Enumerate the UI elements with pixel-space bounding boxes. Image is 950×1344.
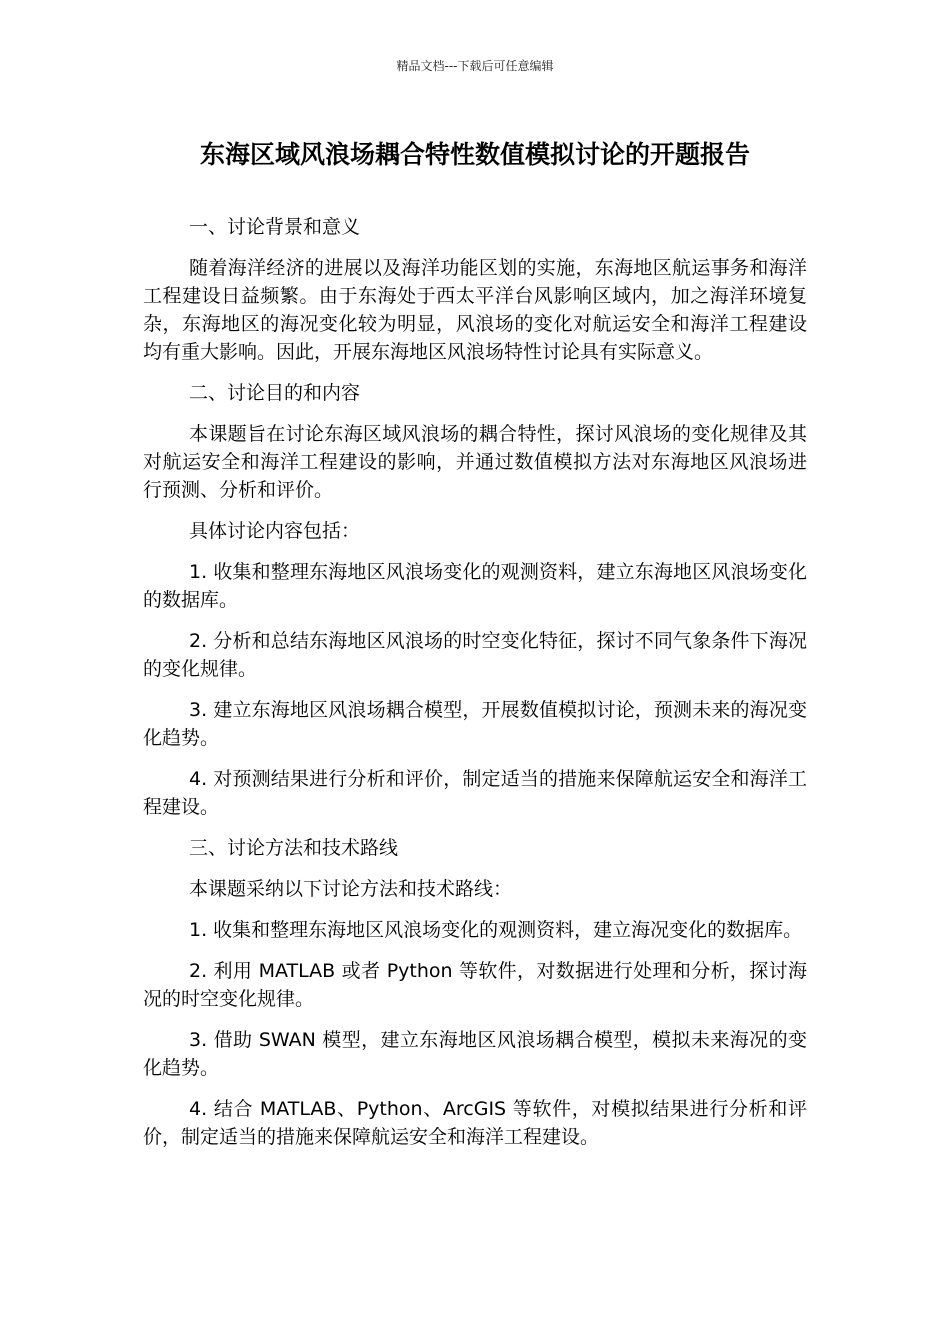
section-2-item-4: 4. 对预测结果进行分析和评价，制定适当的措施来保障航运安全和海洋工程建设。 [143, 768, 807, 818]
section-3-item-3: 3. 借助 SWAN 模型，建立东海地区风浪场耦合模型，模拟未来海况的变化趋势。 [143, 1029, 807, 1079]
section-3-item-4: 4. 结合 MATLAB、Python、ArcGIS 等软件，对模拟结果进行分析和评价，制定适当的措施来保障航运安全和海洋工程建设。 [143, 1098, 807, 1148]
document-body [143, 213, 807, 1164]
section-2-heading: 二、讨论目的和内容 [189, 382, 361, 404]
section-3-intro: 本课题采纳以下讨论方法和技术路线： [189, 878, 513, 900]
section-1-heading: 一、讨论背景和意义 [189, 216, 361, 238]
section-2-paragraph: 本课题旨在讨论东海区域风浪场的耦合特性，探讨风浪场的变化规律及其对航运安全和海洋工程建设的影响，并通过数值模拟方法对东海地区风浪场进行预测、分析和评价。 [143, 423, 807, 501]
section-3-item-1: 1. 收集和整理东海地区风浪场变化的观测资料，建立海况变化的数据库。 [189, 919, 803, 941]
section-3-item-2: 2. 利用 MATLAB 或者 Python 等软件，对数据进行处理和分析，探讨海况的时空变化规律。 [143, 960, 807, 1010]
section-2-intro: 具体讨论内容包括： [189, 520, 361, 542]
section-3-heading: 三、讨论方法和技术路线 [189, 837, 399, 859]
page-header: 精品文档---下载后可任意编辑 [396, 59, 554, 73]
document-title: 东海区域风浪场耦合特性数值模拟讨论的开题报告 [199, 140, 750, 169]
section-1-paragraph: 随着海洋经济的进展以及海洋功能区划的实施，东海地区航运事务和海洋工程建设日益频繁。由于东海处于西太平洋台风影响区域内，加之海洋环境复杂，东海地区的海况变化较为明显，风浪场的变化对航运安全和海洋工程建设均有重大影响。因此，开展东海地区风浪场特性讨论具有实际意义。 [143, 257, 807, 363]
section-2-item-3: 3. 建立东海地区风浪场耦合模型，开展数值模拟讨论，预测未来的海况变化趋势。 [143, 699, 807, 749]
section-2-item-1: 1. 收集和整理东海地区风浪场变化的观测资料，建立东海地区风浪场变化的数据库。 [143, 561, 807, 611]
section-2-item-2: 2. 分析和总结东海地区风浪场的时空变化特征，探讨不同气象条件下海况的变化规律。 [143, 630, 807, 680]
